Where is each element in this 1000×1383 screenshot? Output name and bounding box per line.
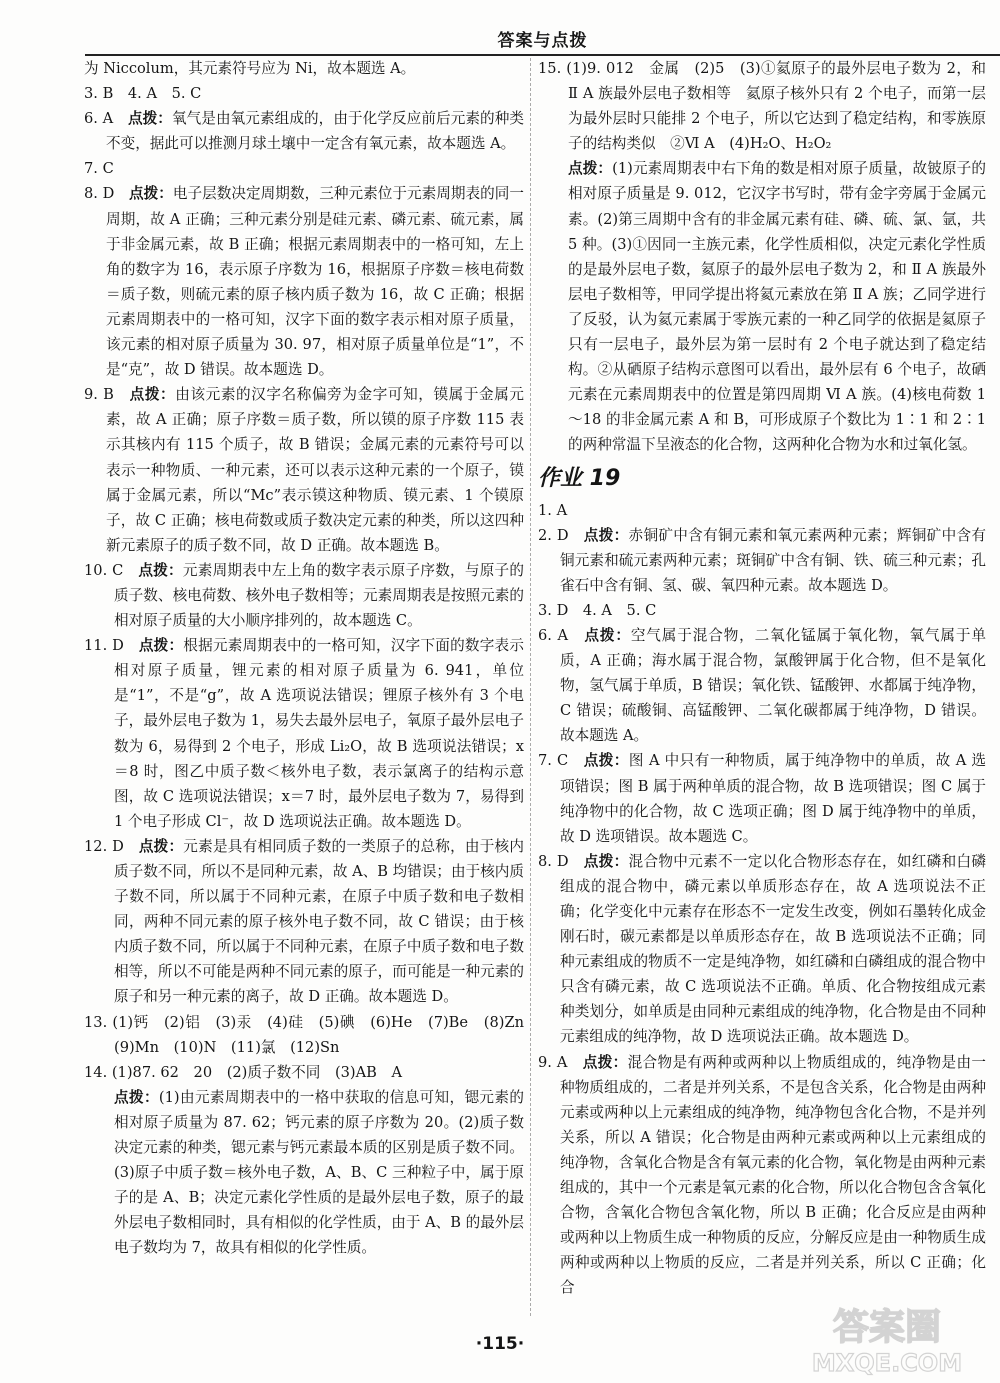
answer-item [538, 623, 986, 748]
explanation-text: 电子层数决定周期数，三种元素位于元素周期表的同一周期，故 A 正确；三种元素分别是硅元素、磷元素、硫元素，属于非金属元素，故 B 正确；根据元素周期表中的一格可知，左上角的数字为 16，表示原子序数为 16，根据原子序数＝核电荷数＝质子数，则硫元素的原子核内质子数为 16，故 C 正确；根据元素周期表中的一格可知，汉字下面的数字表示相对原子质量，该元素的相对原子质量为 30. 97，相对原子质量单位是“1”，不是“克”，故 D 错误。故本题选 D。 [106, 185, 524, 379]
explanation-text: (1)由元素周期表中的一格中获取的信息可知，锶元素的相对原子质量为 87. 62；钙元素的原子序数为 20。(2)质子数决定元素的种类，锶元素与钙元素最本质的区别是质子数不同。(3)原子中质子数＝核外电子数，A、B、C 三种粒子中，属于原子的是 A、B；决定元素化学性质的是最外层电子数，原子的最外层电子数相同时，具有相似的化学性质，由于 A、B 的最外层电子数均为 7，故具有相似的化学性质。 [114, 1088, 524, 1257]
answer-text: 3. B 4. A 5. C [84, 85, 202, 103]
hint-label: 点拨： [114, 1088, 159, 1106]
explanation-text: 元素周期表中左上角的数字表示原子序数，与原子的质子数、核电荷数、核外电子数相等；元素周期表是按照元素的相对原子质量的大小顺序排列的，故本题选 C。 [114, 561, 524, 630]
answer-line [538, 498, 986, 523]
hint-label: 点拨： [138, 561, 183, 579]
explanation-text: (1)钙 (2)铝 (3)汞 (4)硅 (5)碘 (6)He (7)Be (8)Zn (9)Mn (10)N (11)氯 (12)Sn [112, 1013, 539, 1056]
hint-label: 点拨： [138, 637, 184, 655]
answer-line [84, 156, 524, 181]
hint-label: 点拨： [583, 526, 629, 544]
answer-line [538, 598, 986, 623]
answer-item [84, 106, 524, 156]
explanation-text: 混合物是有两种或两种以上物质组成的，纯净物是由一种物质组成的，二者是并列关系，不是包含关系，化合物是由两种元素或两种以上元素组成的纯净物，纯净物包含化合物，不是并列关系，所以 A 错误；化合物是由两种元素或两种以上元素组成的纯净物，含氧化合物是含有氧元素的化合物，氧化物是由两种元素组成的，其中一个元素是氧元素的化合物，所以化合物包含含氧化合物，含氧化合物包含氧化物，所以 B 正确；化合反应是由两种或两种以上物质生成一种物质的反应，分解反应是由一种物质生成两种或两种以上物质的反应，二者是并列关系，所以 C 正确；化合 [560, 1053, 986, 1297]
answer-line [84, 81, 524, 106]
answer-number: 7. C [538, 752, 584, 770]
svg-text:MXQE.COM: MXQE.COM [811, 1349, 963, 1377]
hint-label: 点拨： [583, 852, 629, 870]
page-number: ·115· [475, 1334, 525, 1354]
svg-text:答案圈: 答案圈 [832, 1307, 942, 1348]
answer-number: 15. [538, 60, 567, 77]
explanation-text: 图 A 中只有一种物质，属于纯净物中的单质，故 A 选项错误；图 B 属于两种单质的混合物，故 B 选项错误；图 C 属于纯净物中的化合物，故 C 选项正确；图 D 属于纯净物中的单质，故 D 选项错误。故本题选 C。 [560, 752, 986, 845]
answer-item [84, 382, 524, 558]
answer-text: 1. A [538, 501, 568, 519]
explanation-text: 空气属于混合物，二氧化锰属于氧化物，氧气属于单质，A 正确；海水属于混合物，氯酸钾属于化合物，但不是氧化物，氢气属于单质，B 错误；氧化铁、锰酸钾、水都属于纯净物，C 错误；硫酸铜、高锰酸钾、二氧化碳都属于纯净物，D 错误。故本题选 A。 [560, 626, 986, 745]
answer-number: 12. D [84, 837, 139, 855]
answer-item [84, 1010, 539, 1060]
page-header [85, 14, 1000, 56]
right-column [538, 56, 986, 1301]
explanation-text: (1)87. 62 20 (2)质子数不同 (3)AB A [111, 1063, 403, 1081]
answer-item [84, 834, 524, 1010]
answer-item [538, 56, 986, 156]
explanation-paragraph [538, 156, 986, 457]
section-title: 作业 19 [538, 465, 621, 491]
explanation-text: 赤铜矿中含有铜元素和氧元素两种元素；辉铜矿中含有铜元素和硫元素两种元素；斑铜矿中含有铜、铁、硫三种元素；孔雀石中含有铜、氢、碳、氧四种元素。故本题选 D。 [560, 526, 986, 594]
answer-number: 8. D [538, 852, 584, 870]
answer-item [538, 748, 986, 848]
explanation-paragraph [84, 1085, 524, 1261]
answer-number: 2. D [538, 526, 584, 544]
answer-number: 6. A [538, 626, 585, 644]
header-title: 答案与点拨 [497, 31, 588, 51]
answer-number: 9. B [84, 386, 130, 404]
hint-label: 点拨： [138, 837, 184, 855]
explanation-text: 根据元素周期表中的一格可知，汉字下面的数字表示相对原子质量，锂元素的相对原子质量为 6. 941，单位是“1”，不是“g”，故 A 选项说法错误；锂原子核外有 3 个电子，最外层电子数为 1，易失去最外层电子，氧原子最外层电子数为 6，易得到 2 个电子，形成 Li₂O，故 B 选项说法错误；x＝8 时，图乙中质子数＜核外电子数，表示氯离子的结构示意图，故 C 选项说法错误；x＝7 时，最外层电子数为 7，易得到 1 个电子形成 Cl⁻，故 D 选项说法正确。故本题选 D。 [114, 637, 524, 830]
answer-item [84, 558, 524, 633]
answer-number: 8. D [84, 185, 129, 203]
answer-item [84, 633, 524, 834]
paragraph-text: 为 Niccolum，其元素符号应为 Ni，故本题选 A。 [84, 60, 416, 77]
column-divider [530, 58, 531, 1316]
answer-item [84, 1060, 524, 1085]
answer-number: 9. A [538, 1053, 583, 1071]
answer-item [538, 849, 986, 1050]
answer-number: 14. [84, 1063, 112, 1081]
answer-text: 7. C [84, 160, 114, 178]
answer-number: 13. [84, 1013, 113, 1031]
answer-number: 10. C [84, 561, 139, 579]
watermark-logo [782, 1299, 992, 1379]
hint-label: 点拨： [568, 160, 613, 178]
left-column [84, 56, 539, 1261]
hint-label: 点拨： [582, 1053, 628, 1071]
continued-text [84, 56, 524, 81]
explanation-text: (1)9. 012 金属 (2)5 (3)①氦原子的最外层电子数为 2，和 Ⅱ A 族最外层电子数相等 氦原子核外只有 2 个电子，而第一层为最外层时只能排 2 个电子，所以它达到了稳定结构，和零族原子的结构类似 ②Ⅵ A (4)H₂O、H₂O₂ [566, 60, 986, 153]
hint-label: 点拨： [583, 752, 629, 770]
answer-text: 3. D 4. A 5. C [538, 601, 657, 619]
hint-label: 点拨： [129, 386, 176, 404]
explanation-text: 由该元素的汉字名称偏旁为金字可知，镆属于金属元素，故 A 正确；原子序数＝质子数，所以镆的原子序数 115 表示其核内有 115 个质子，故 B 错误；金属元素的元素符号可以表示一种物质、一种元素，还可以表示这种元素的一个原子，镆属于金属元素，所以“Mc”表示镆这种物质、镆元素、1 个镆原子，故 C 正确；核电荷数或质子数决定元素的种类，所以这四种新元素原子的质子数不同，故 D 正确。故本题选 B。 [106, 386, 524, 554]
explanation-text: (1)元素周期表中右下角的数是相对原子质量，故铍原子的相对原子质量是 9. 012，它汉字书写时，带有金字旁属于金属元素。(2)第三周期中含有的非金属元素有硅、磷、硫、氯、氩，共 5 种。(3)①因同一主族元素，化学性质相似，决定元素化学性质的是最外层电子数，氦原子的最外层电子数为 2，和 Ⅱ A 族最外层电子数相等，甲同学提出将氦元素放在第 Ⅱ A 族；乙同学进行了反驳，认为氦元素属于零族元素的一种乙同学的依据是氦原子只有一层电子，最外层为第一层时有 2 个电子就达到了稳定结构。②从硒原子结构示意图可以看出，最外层有 6 个电子，故硒元素在元素周期表中的位置是第四周期 Ⅵ A 族。(4)核电荷数 1～18 的非金属元素 A 和 B，可形成原子个数比为 1∶1 和 2∶1 的两种常温下呈液态的化合物，这两种化合物为水和过氧化氢。 [568, 160, 986, 454]
explanation-text: 元素是具有相同质子数的一类原子的总称，由于核内质子数不同，所以不是同种元素，故 A、B 均错误；由于核内质子数不同，所以属于不同种元素，在原子中质子数和电子数相同，两种不同元素的原子核外电子数不同，故 C 错误；由于核内质子数不同，所以属于不同种元素，在原子中质子数和电子数相等，所以不可能是两种不同元素的原子，而可能是一种元素的原子和另一种元素的离子，故 D 正确。故本题选 D。 [114, 837, 524, 1006]
hint-label: 点拨： [128, 185, 173, 203]
explanation-text: 氧气是由氧元素组成的，由于化学反应前后元素的种类不变，据此可以推测月球土壤中一定含有氧元素，故本题选 A。 [106, 110, 524, 153]
hint-label: 点拨： [584, 626, 631, 644]
explanation-text: 混合物中元素不一定以化合物形态存在，如红磷和白磷组成的混合物中，磷元素以单质形态存在，故 A 选项说法不正确；化学变化中元素存在形态不一定发生改变，例如石墨转化成金刚石时，碳元素都是以单质形态存在，故 B 选项说法不正确；同种元素组成的物质不一定是纯净物，如红磷和白磷组成的混合物中只含有磷元素，故 C 选项说法不正确。单质、化合物按组成元素种类划分，如单质是由同种元素组成的纯净物，化合物是由不同种元素组成的纯净物，故 D 选项说法正确。故本题选 D。 [560, 852, 986, 1046]
answer-number: 6. A [84, 110, 128, 128]
answer-item [84, 181, 524, 382]
answer-number: 11. D [84, 637, 139, 655]
answer-item [538, 1050, 986, 1301]
hint-label: 点拨： [127, 110, 172, 128]
answer-item [538, 523, 986, 598]
